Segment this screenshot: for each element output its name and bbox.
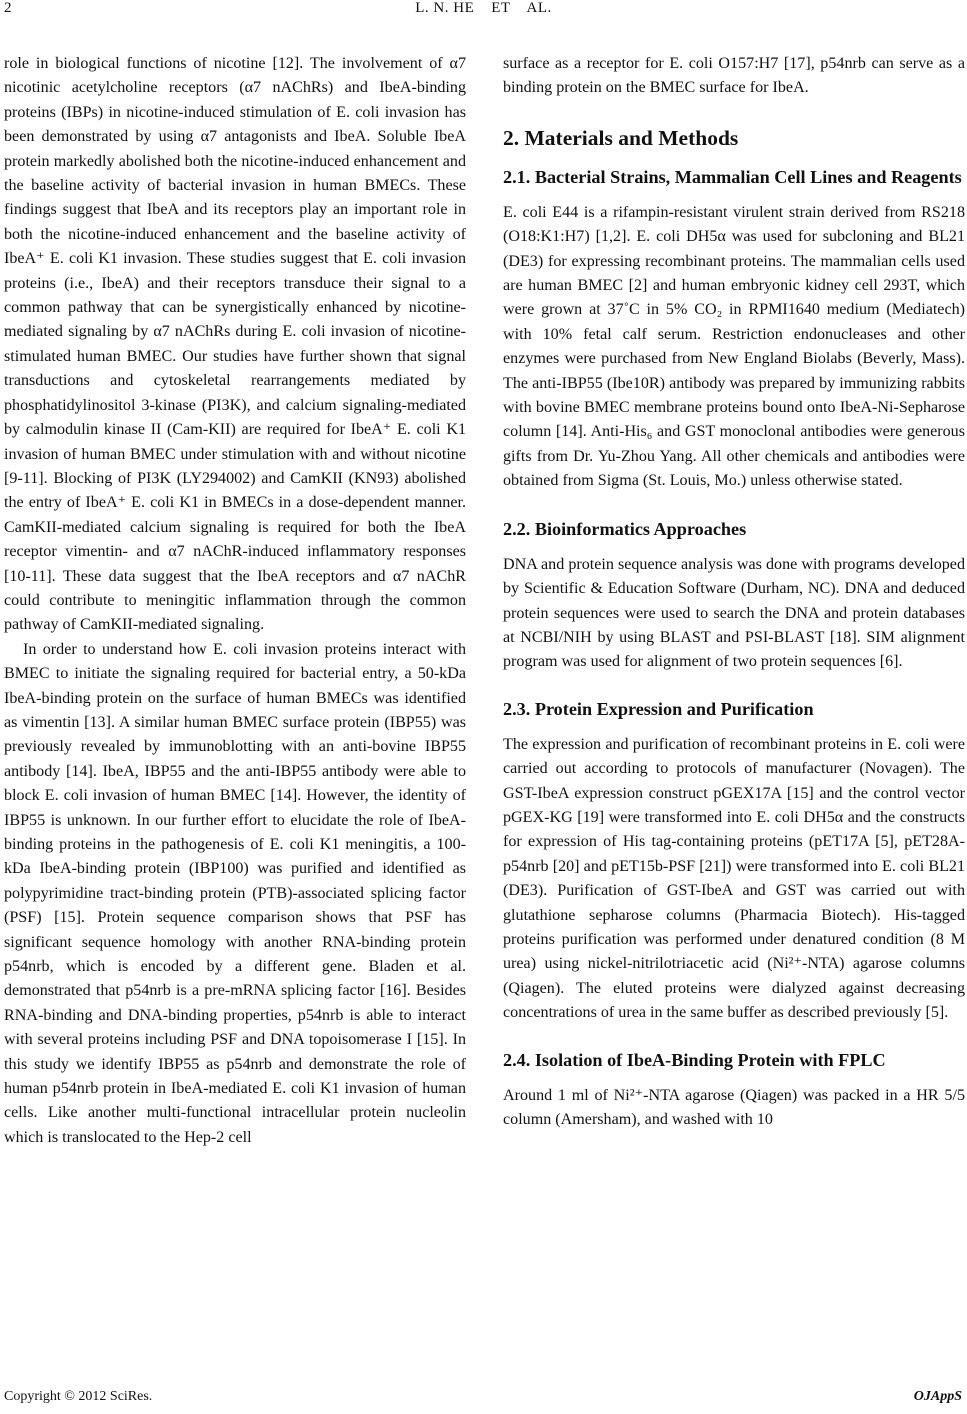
body-paragraph: The expression and purification of recombinant proteins in E. coli were carried out according to protocols of manufacturer (Novagen). The GST-IbeA expression construct pGEX17A [15] and the control vector pGEX-KG [19] were transformed into E. coli DH5α and the constructs for expression of His tag-containing proteins (pET17A [5], pET28A-p54nrb [20] and pET15b-PSF [21]) were transformed into E. coli BL21 (DE3). Purification of GST-IbeA and GST was carried out with glutathione sepharose columns (Pharmacia Biotech). His-tagged proteins purification was performed under denatured condition (8 M urea) using nickel-nitrilotriacetic acid (Ni²⁺-NTA) agarose columns (Qiagen). The eluted proteins were dialyzed against decreasing concentrations of urea in the same buffer as described previously [5]. [503, 735, 965, 1022]
page-header [0, 0, 967, 40]
journal-name: OJAppS [913, 1389, 962, 1404]
subsection-heading: 2.2. Bioinformatics Approaches [503, 518, 747, 539]
left-column [4, 52, 466, 1150]
right-column [503, 52, 965, 1132]
page-number: 2 [4, 0, 12, 16]
body-paragraph: In order to understand how E. coli invasion proteins interact with BMEC to initiate the signaling required for bacterial entry, a 50-kDa IbeA-binding protein on the surface of human BMECs was identified as vimentin [13]. A similar human BMEC surface protein (IBP55) was previously revealed by immunoblotting with an anti-bovine IBP55 antibody [14]. IbeA, IBP55 and the anti-IBP55 antibody were able to block E. coli invasion of human BMEC [14]. However, the identity of IBP55 is unknown. In our further effort to elucidate the role of IbeA-binding proteins in the pathogenesis of E. coli K1 meningitis, a 100-kDa IbeA-binding protein (IBP100) was purified and identified as polypyrimidine tract-binding protein (PTB)-associated splicing factor (PSF) [15]. Protein sequence comparison shows that PSF has significant sequence homology with another RNA-binding protein p54nrb, which is encoded by a different gene. Bladen et al. demonstrated that p54nrb is a pre-mRNA splicing factor [16]. Besides RNA-binding and DNA-binding properties, p54nrb is able to interact with several proteins including PSF and DNA topoisomerase I [15]. In this study we identify IBP55 as p54nrb and demonstrate the role of human p54nrb protein in IbeA-mediated E. coli K1 invasion of human cells. Like another multi-functional intracellular protein nucleolin which is translocated to the Hep-2 cell [4, 640, 466, 1146]
page-footer [4, 1389, 962, 1409]
body-paragraph: DNA and protein sequence analysis was done with programs developed by Scientific & Education Software (Durham, NC). DNA and deduced protein sequences were used to search the DNA and protein databases at NCBI/NIH by using BLAST and PSI-BLAST [18]. SIM alignment program was used for alignment of two protein sequences [6]. [503, 555, 965, 671]
subsection-heading: 2.4. Isolation of IbeA-Binding Protein with FPLC [503, 1049, 886, 1070]
body-paragraph: E. coli E44 is a rifampin-resistant virulent strain derived from RS218 (O18:K1:H7) [1,2]. E. coli DH5α was used for subcloning and BL21 (DE3) for expressing recombinant proteins. The mammalian cells used are human BMEC [2] and human embryonic kidney cell 293T, which were grown at 37˚C in 5% CO₂ in RPMI1640 medium (Mediatech) with 10% fetal calf serum. Restriction endonucleases and other enzymes were purchased from New England Biolabs (Beverly, Mass). The anti-IBP55 (Ibe10R) antibody was prepared by immunizing rabbits with bovine BMEC membrane proteins bound onto IbeA-Ni-Sepharose column [14]. Anti-His₆ and GST monoclonal antibodies were generous gifts from Dr. Yu-Zhou Yang. All other chemicals and antibodies were obtained from Sigma (St. Louis, Mo.) unless otherwise stated. [503, 203, 965, 490]
subsection-heading: 2.1. Bacterial Strains, Mammalian Cell Lines and Reagents [503, 166, 962, 187]
copyright-notice: Copyright © 2012 SciRes. [4, 1389, 153, 1404]
section-heading: 2. Materials and Methods [503, 125, 739, 150]
subsection-heading: 2.3. Protein Expression and Purification [503, 698, 814, 719]
body-paragraph: Around 1 ml of Ni²⁺-NTA agarose (Qiagen) was packed in a HR 5/5 column (Amersham), and washed with 10 [503, 1086, 965, 1128]
running-head: L. N. HE ET AL. [415, 0, 552, 16]
body-paragraph: surface as a receptor for E. coli O157:H7 [17], p54nrb can serve as a binding protein on the BMEC surface for IbeA. [503, 55, 965, 97]
body-paragraph: role in biological functions of nicotine [12]. The involvement of α7 nicotinic acetylcholine receptors (α7 nAChRs) and IbeA-binding proteins (IBPs) in nicotine-induced stimulation of E. coli invasion has been demonstrated by using α7 antagonists and IbeA. Soluble IbeA protein markedly abolished both the nicotine-induced enhancement and the baseline activity of bacterial invasion in human BMECs. These findings suggest that IbeA and its receptors play an important role in both the nicotine-induced enhancement and the baseline activity of IbeA⁺ E. coli K1 invasion. These studies suggest that E. coli invasion proteins (i.e., IbeA) and their receptors transduce their signal to a common pathway that can be synergistically enhanced by nicotine-mediated signaling by α7 nAChRs during E. coli invasion of nicotine-stimulated human BMEC. Our studies have further shown that signal transductions and cytoskeletal rearrangements mediated by phosphatidylinositol 3-kinase (PI3K), and calcium signaling-mediated by calmodulin kinase II (Cam-KII) are required for IbeA⁺ E. coli K1 invasion of human BMEC under stimulation with and without nicotine [9-11]. Blocking of PI3K (LY294002) and CamKII (KN93) abolished the entry of IbeA⁺ E. coli K1 in BMECs in a dose-dependent manner. CamKII-mediated calcium signaling is required for both the IbeA receptor vimentin- and α7 nAChR-induced inflammatory responses [10-11]. These data suggest that the IbeA receptors and α7 nAChR could contribute to meningitic inflammation through the common pathway of CamKII-mediated signaling. [4, 55, 466, 634]
